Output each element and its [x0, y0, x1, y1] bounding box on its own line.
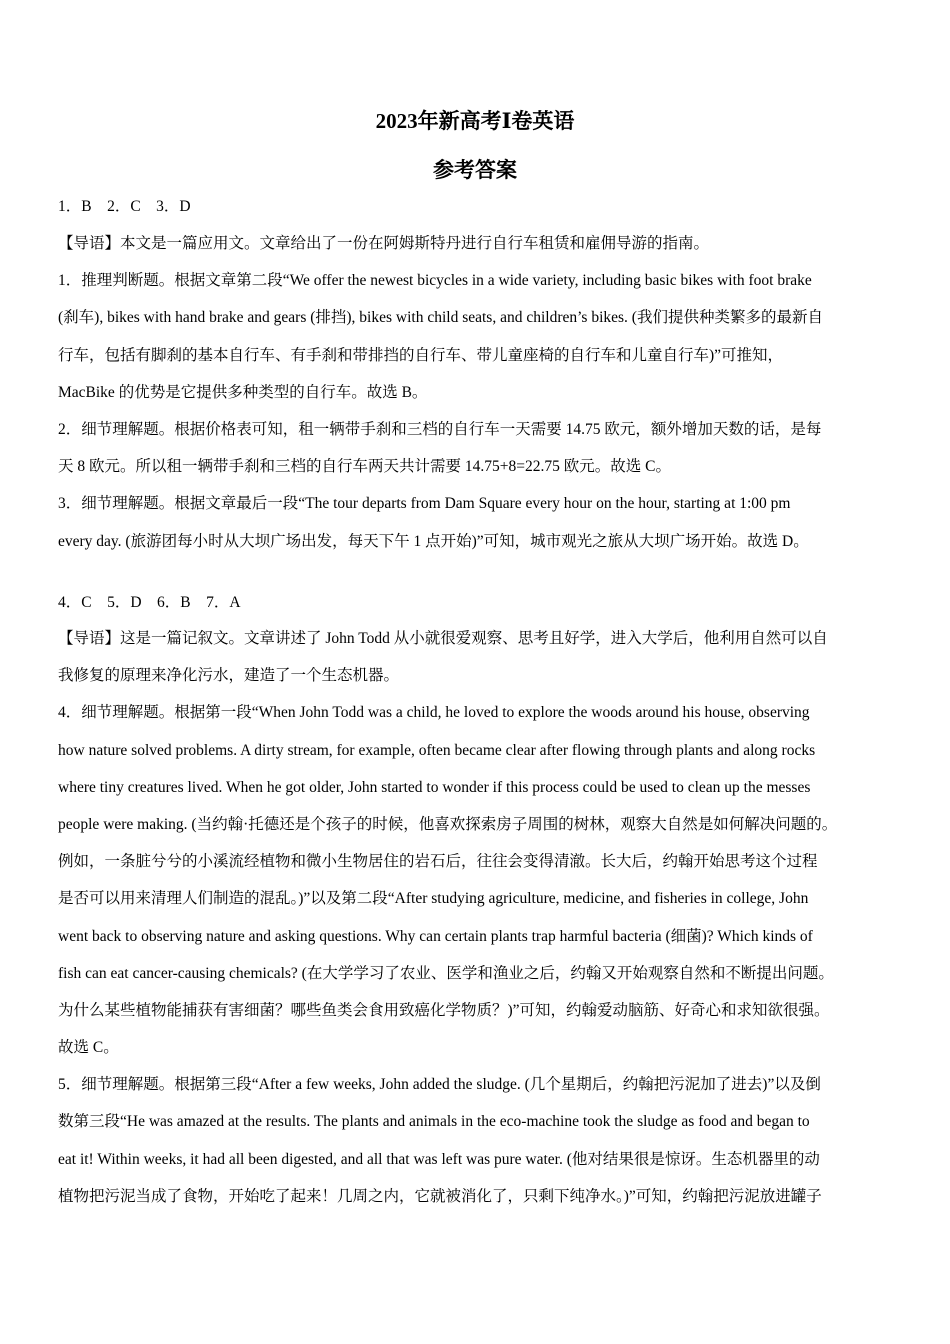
- text-line: 行车，包括有脚刹的基本自行车、有手刹和带排挡的自行车、带儿童座椅的自行车和儿童自行车)”可推知，: [58, 346, 784, 364]
- text-line: MacBike 的优势是它提供多种类型的自行车。故选 B。: [58, 383, 428, 401]
- text-line: 2．细节理解题。根据价格表可知，租一辆带手刹和三档的自行车一天需要 14.75 欧元，额外增加天数的话，是每: [58, 420, 822, 438]
- text-line: 4．细节理解题。根据第一段“When John Todd was a child, he loved to explore the woods around his house, observing: [58, 704, 810, 722]
- text-line: 为什么某些植物能捕获有害细菌？哪些鱼类会食用致癌化学物质？)”可知，约翰爱动脑筋、好奇心和求知欲很强。: [58, 1001, 830, 1019]
- text-line: people were making. (当约翰·托德还是个孩子的时候，他喜欢探索房子周围的树林，观察大自然是如何解决问题的。: [58, 815, 838, 833]
- text-line: how nature solved problems. A dirty stream, for example, often became clear after flowing through plants and along rocks: [58, 741, 816, 759]
- text-line: 天 8 欧元。所以租一辆带手刹和三档的自行车两天共计需要 14.75+8=22.75 欧元。故选 C。: [58, 458, 671, 476]
- answer-key-line: 1．B 2．C 3．D: [58, 198, 191, 215]
- text-line: 【导语】本文是一篇应用文。文章给出了一份在阿姆斯特丹进行自行车租赁和雇佣导游的指南。: [58, 235, 710, 252]
- text-line: every day. (旅游团每小时从大坝广场出发，每天下午 1 点开始)”可知，城市观光之旅从大坝广场开始。故选 D。: [58, 532, 809, 550]
- document-title: 2023年新高考Ⅰ卷英语: [375, 109, 575, 133]
- section2-explanation: [58, 620, 896, 1215]
- text-line: 5．细节理解题。根据第三段“After a few weeks, John added the sludge. (几个星期后，约翰把污泥加了进去)”以及倒: [58, 1076, 821, 1094]
- text-line: 【导语】这是一篇记叙文。文章讲述了 John Todd 从小就很爱观察、思考且好学，进入大学后，他利用自然可以自: [58, 630, 828, 647]
- text-line: eat it! Within weeks, it had all been digested, and all that was left was pure water. (他对结果很是惊讶。生态机器里的动: [58, 1150, 820, 1168]
- text-line: 我修复的原理来净化污水，建造了一个生态机器。: [58, 667, 400, 685]
- text-line: 3．细节理解题。根据文章最后一段“The tour departs from Dam Square every hour on the hour, starting at 1:00 pm: [58, 495, 791, 513]
- text-line: 故选 C。: [58, 1039, 119, 1057]
- text-line: 植物把污泥当成了食物，开始吃了起来！几周之内，它就被消化了，只剩下纯净水。)”可知，约翰把污泥放进罐子: [58, 1187, 822, 1205]
- text-line: 数第三段“He was amazed at the results. The plants and animals in the eco-machine took the sludge as food and began to: [58, 1113, 810, 1131]
- section2-answers: [58, 584, 896, 621]
- text-line: went back to observing nature and asking questions. Why can certain plants trap harmful bacteria (细菌)? Which kinds of: [58, 927, 813, 945]
- text-line: fish can eat cancer-causing chemicals? (在大学学习了农业、医学和渔业之后，约翰又开始观察自然和不断提出问题。: [58, 964, 834, 982]
- answer-key-line: 4．C 5．D 6．B 7．A: [58, 594, 241, 611]
- text-line: 例如，一条脏兮兮的小溪流经植物和微小生物居住的岩石后，往往会变得清澈。长大后，约翰开始思考这个过程: [58, 853, 818, 871]
- text-line: where tiny creatures lived. When he got older, John started to wonder if this process could be used to clean up the messes: [58, 778, 811, 796]
- text-line: (刹车), bikes with hand brake and gears (排挡), bikes with child seats, and children’s bikes. (我们提供种类繁多的最新自: [58, 309, 823, 327]
- section1-explanation: [58, 225, 896, 560]
- document-subtitle: 参考答案: [433, 158, 517, 182]
- text-line: 1．推理判断题。根据文章第二段“We offer the newest bicycles in a wide variety, including basic bikes with foot brake: [58, 272, 812, 290]
- text-line: 是否可以用来清理人们制造的混乱。)”以及第二段“After studying agriculture, medicine, and fisheries in college, John: [58, 890, 809, 908]
- section1-answers: [58, 188, 896, 225]
